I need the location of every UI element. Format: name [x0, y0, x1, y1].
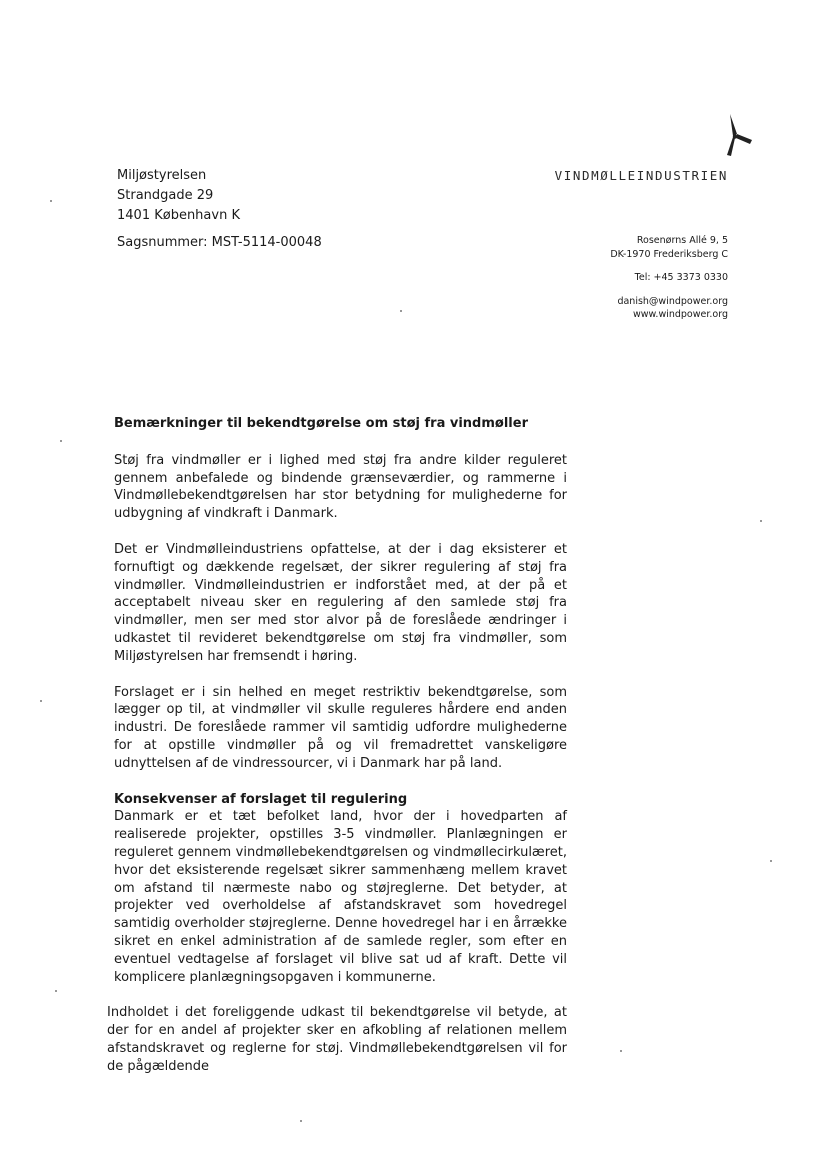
paragraph-3: Forslaget er i sin helhed en meget restriktiv bekendtgørelse, som lægger op til, at vindmøller vil skulle reguleres hårdere end anden industri. De foreslåede rammer vil samtidig udfordre mulighederne for at opstille vindmøller på og vil fremadrettet vanskeligøre udnyttelsen af de vindressourcer, vi i Danmark har på land.: [114, 684, 567, 771]
recipient-city: 1401 København K: [117, 208, 240, 223]
recipient-name: Miljøstyrelsen: [117, 168, 207, 183]
scan-speck: [770, 860, 772, 862]
sender-phone: Tel: +45 3373 0330: [634, 272, 728, 283]
letter-heading: Bemærkninger til bekendtgørelse om støj fra vindmøller: [114, 416, 528, 431]
paragraph-1: Støj fra vindmøller er i lighed med støj fra andre kilder reguleret gennem anbefalede og bindende grænseværdier, og rammerne i Vindmøllebekendtgørelsen har stor betydning for mulighederne for udbygning af vindkraft i Danmark.: [114, 452, 567, 522]
scan-speck: [60, 440, 62, 442]
scan-speck: [50, 200, 52, 202]
recipient-address: [117, 166, 240, 226]
sender-website: www.windpower.org: [632, 309, 728, 320]
paragraph-2: Det er Vindmølleindustriens opfattelse, at der i dag eksisterer et fornuftigt og dækkende regelsæt, der sikrer regulering af støj fra vindmøller. Vindmølleindustrien er indforstået med, at der på et acceptabelt niveau sker en regulering af den samlede støj fra vindmøller, men ser med stor alvor på de foreslåede ændringer i udkastet til revideret bekendtgørelse om støj fra vindmøller, som Miljøstyrelsen har fremsendt i høring.: [114, 541, 567, 664]
sender-address: [610, 234, 728, 322]
scan-speck: [55, 990, 57, 992]
letter-body: [107, 415, 567, 1076]
scan-speck: [760, 520, 762, 522]
sender-street: Rosenørns Allé 9, 5: [636, 235, 728, 246]
recipient-street: Strandgade 29: [117, 188, 214, 203]
brand-name: VINDMØLLEINDUSTRIEN: [554, 168, 728, 183]
scan-speck: [400, 310, 402, 312]
paragraph-4: Danmark er et tæt befolket land, hvor der i hovedparten af realiserede projekter, opstilles 3-5 vindmøller. Planlægningen er reguleret gennem vindmøllebekendtgørelsen og vindmøllecirkulæret, hvor det eksisterende regelsæt sikrer sammenhæng mellem kravet om afstand til nærmeste nabo og støjreglerne. Det betyder, at projekter ved overholdelse af afstandskravet som hovedregel samtidig overholder støjreglerne. Denne hovedregel har i en årrække sikret en enkel administration af de samlede regler, som efter en eventuel vedtagelse af forslaget vil blive sat ud af kraft. Dette vil komplicere planlægningsopgaven i kommunerne.: [114, 809, 567, 985]
wind-turbine-icon: [716, 112, 756, 162]
case-number: Sagsnummer: MST-5114-00048: [117, 235, 322, 250]
scan-speck: [620, 1050, 622, 1052]
scan-speck: [300, 1120, 302, 1122]
sender-city: DK-1970 Frederiksberg C: [610, 248, 728, 260]
section-heading: Konsekvenser af forslaget til regulering: [114, 791, 408, 807]
paragraph-5: Indholdet i det foreliggende udkast til bekendtgørelse vil betyde, at der for en andel af projekter sker en afkobling af relationen mellem afstandskravet og reglerne for støj. Vindmøllebekendtgørelsen vil for de pågældende: [107, 1005, 567, 1074]
sender-email: danish@windpower.org: [617, 295, 728, 307]
scan-speck: [40, 700, 42, 702]
